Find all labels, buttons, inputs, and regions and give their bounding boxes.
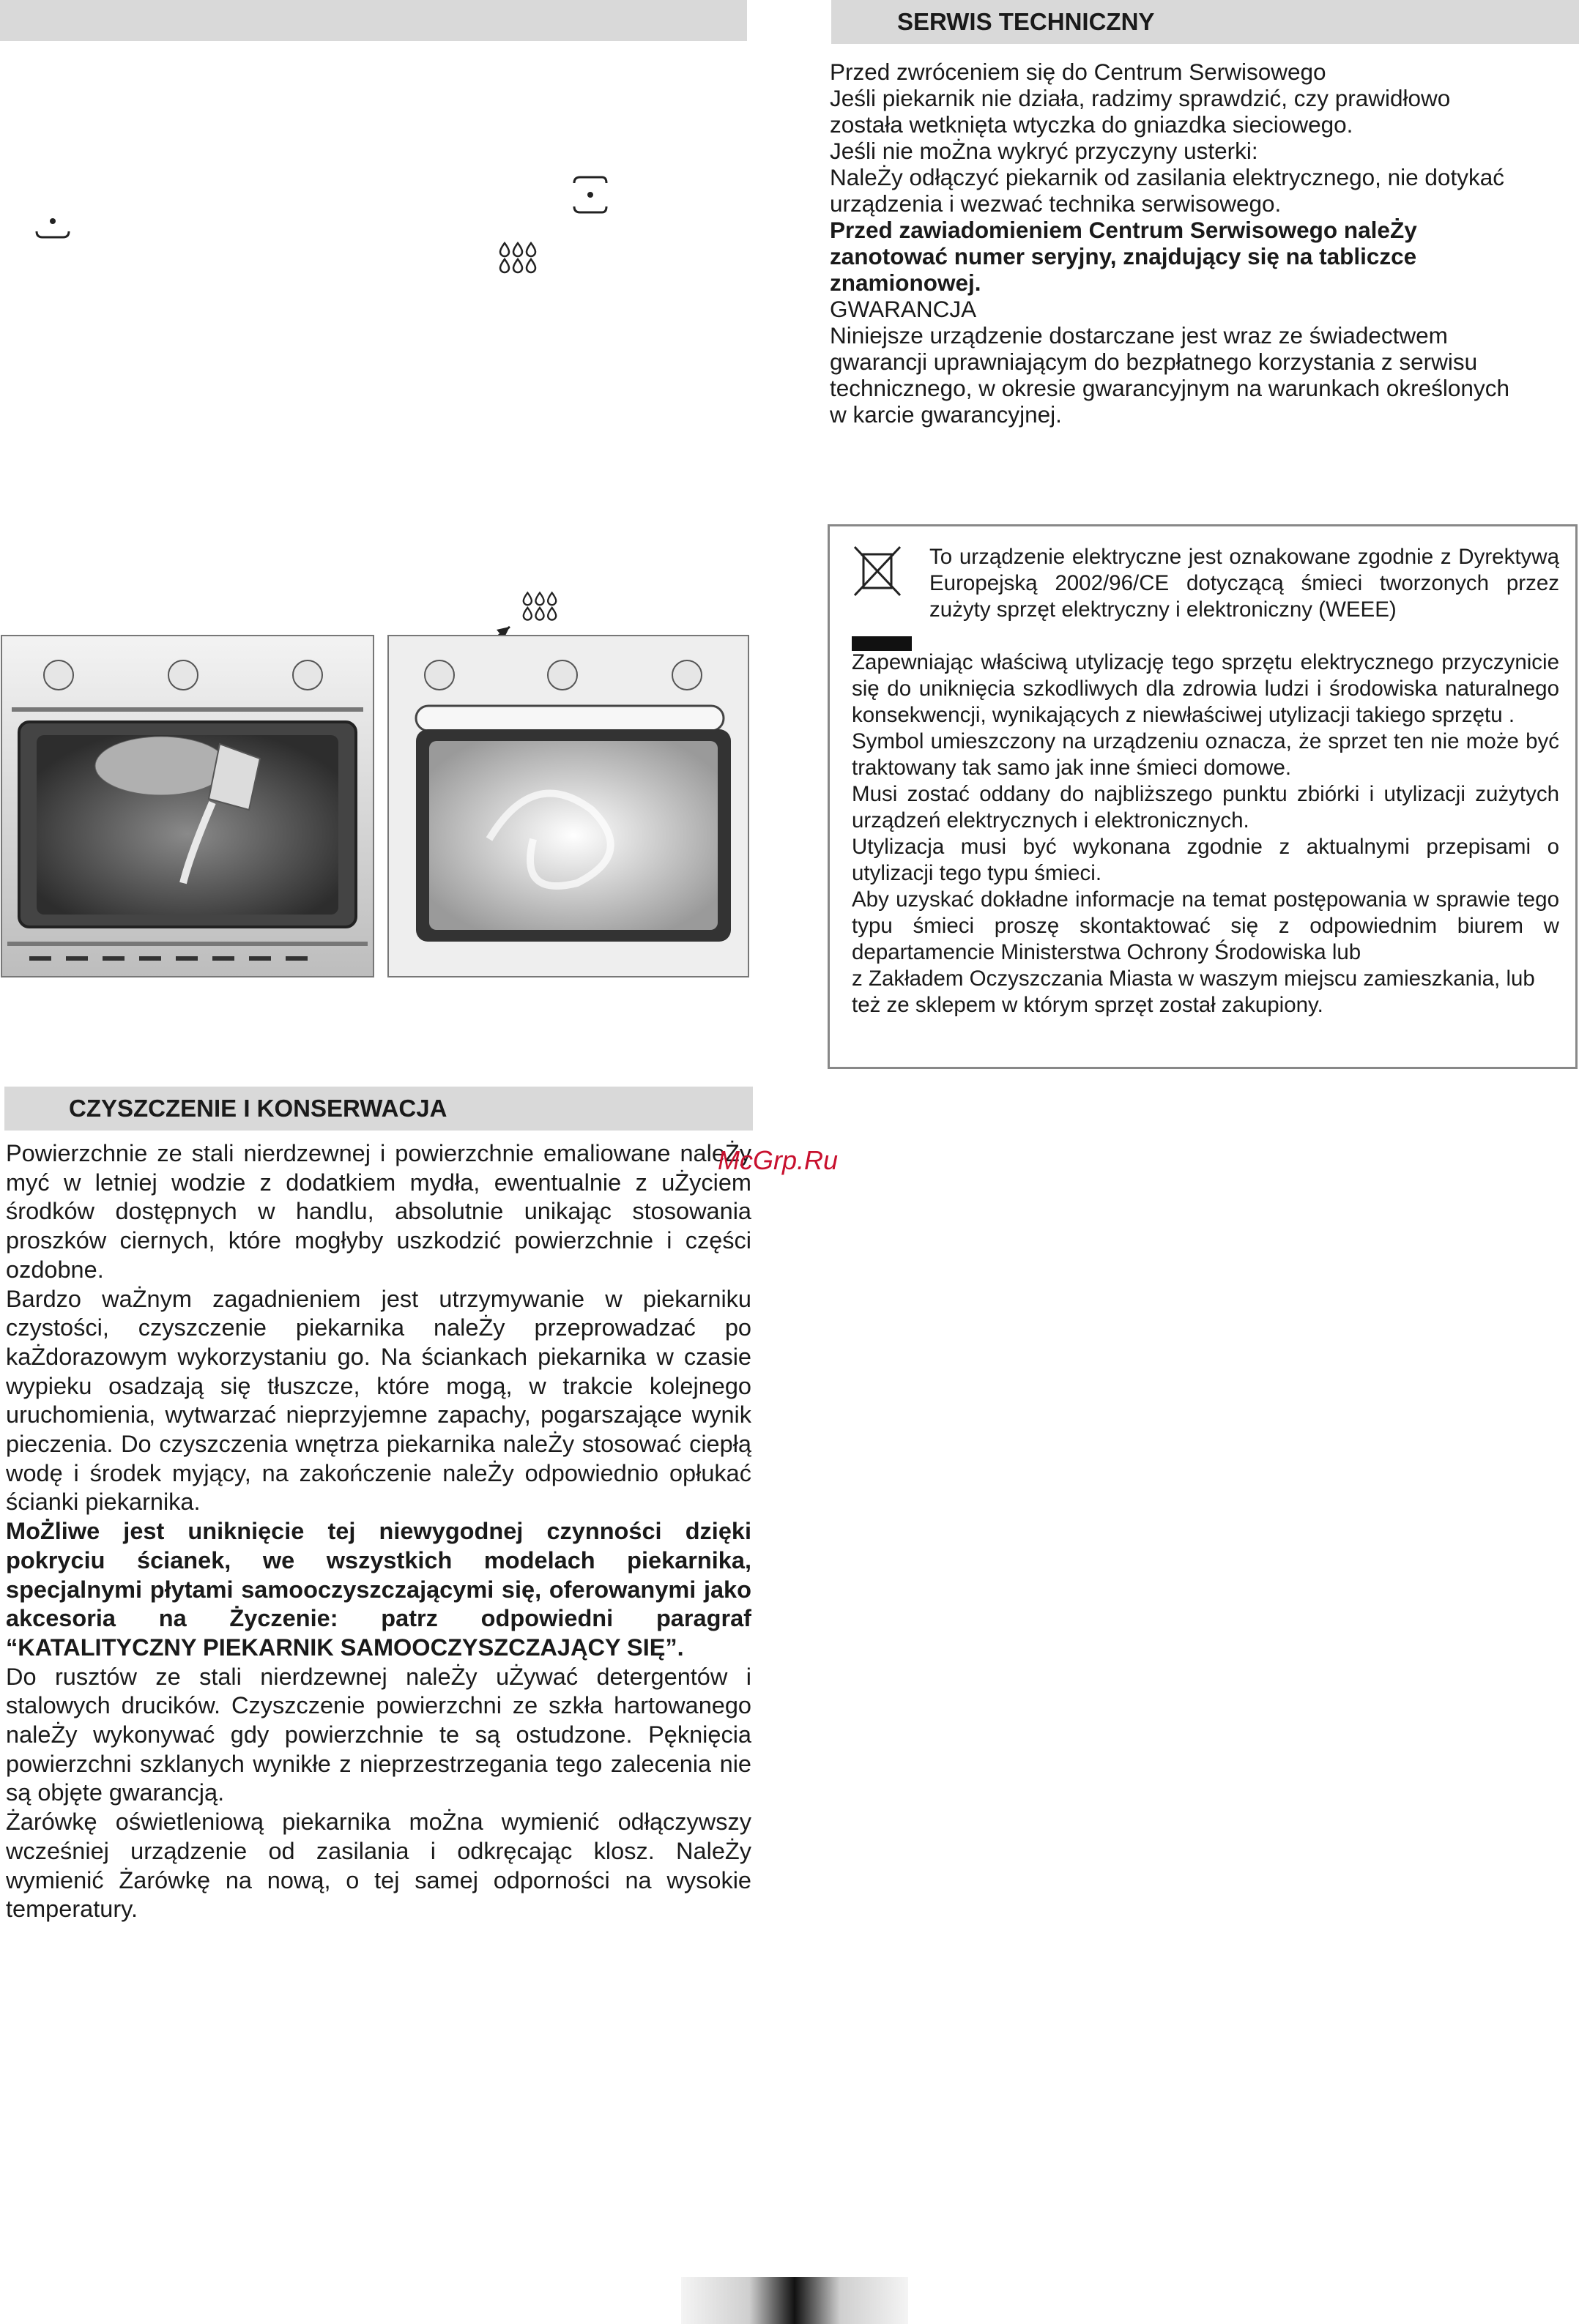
warranty-line: w karcie gwarancyjnej. <box>830 401 1062 428</box>
warranty-line: gwarancji uprawniającym do bezpłatnego korzystania z serwisu <box>830 349 1478 375</box>
page-tab <box>681 2277 908 2324</box>
service-line: NaleŻy odłączyć piekarnik od zasilania elektrycznego, nie dotykać <box>830 164 1504 190</box>
service-bold-line: znamionowej. <box>830 269 981 296</box>
cleaning-paragraph: Do rusztów ze stali nierdzewnej naleŻy uŻywać detergentów i stalowych drucików. Czyszczenie powierzchni ze szkła hartowanego naleŻy wykonywać gdy powierzchnie te są ostudzone. Pęknięcia powierzchni szklanych wynikłe z nieprzestrzegania tego zalecenia nie są objęte gwarancją. <box>6 1663 751 1806</box>
oven-steam-illustration <box>387 619 750 978</box>
service-line: Jeśli nie moŻna wykryć przyczyny usterki: <box>830 138 1258 164</box>
upper-lower-heat-symbol-icon <box>571 174 608 217</box>
service-line: została wetknięta wtyczka do gniazdka sieciowego. <box>830 111 1353 138</box>
weee-paragraph: Aby uzyskać dokładne informacje na temat postępowania w sprawie tego typu śmieci proszę skontaktować się z odpowiednim biurem w departamencie Ministerstwa Ochrony Środowiska lub <box>852 887 1559 964</box>
weee-paragraph: Zapewniając właściwą utylizację tego sprzętu elektrycznego przyczynicie się do uniknięcia szkodliwych dla zdrowia ludzi i środowiska naturalnego konsekwencji, wynikających z niewłaściwej utylizacji takiego sprzętu . <box>852 650 1559 727</box>
cleaning-section <box>6 1139 751 1924</box>
watermark: McGrp.Ru <box>718 1145 839 1175</box>
service-title: SERWIS TECHNICZNY <box>897 8 1155 35</box>
oven-cleaning-illustration <box>0 634 375 978</box>
service-bold-line: zanotować numer seryjny, znajdujący się na tabliczce <box>830 243 1417 269</box>
cleaning-paragraph: Powierzchnie ze stali nierdzewnej i powierzchnie emaliowane naleŻy myć w letniej wodzie z dodatkiem mydła, ewentualnie z uŻyciem środków dostępnych w handlu, absolutnie unikając stosowania proszków ciernych, które mogłyby uszkodzić powierzchnie i części ozdobne. <box>6 1140 751 1283</box>
service-line: Przed zwróceniem się do Centrum Serwisowego <box>830 59 1326 85</box>
weee-paragraph: Musi zostać oddany do najbliższego punktu zbiórki i utylizacji zużytych urządzeń elektrycznych i elektronicznych. <box>852 782 1559 833</box>
warranty-line: technicznego, w okresie gwarancyjnym na warunkach określonych <box>830 375 1509 401</box>
weee-paragraph: Symbol umieszczony na urządzeniu oznacza, że sprzet ten nie może być traktowany tak samo jak inne śmieci domowe. <box>852 729 1559 780</box>
weee-paragraph: z Zakładem Oczyszczania Miasta w waszym miejscu zamieszkania, lub też ze sklepem w którym sprzęt został zakupiony. <box>852 967 1535 1017</box>
crossed-bin-icon <box>852 544 903 607</box>
cleaning-paragraph: Żarówkę oświetleniową piekarnika moŻna wymienić odłączywszy wcześniej urządzenie od zasilania i odkręcając klosz. NaleŻy wymienić Żarówkę na nową, o tej samej odporności na wysokie temperatury. <box>6 1809 751 1923</box>
service-line: urządzenia i wezwać technika serwisowego. <box>830 190 1282 217</box>
service-bold-line: Przed zawiadomieniem Centrum Serwisowego naleŻy <box>830 217 1417 243</box>
water-drops-icon <box>498 242 538 275</box>
lower-heat-symbol-icon <box>34 214 72 243</box>
service-header <box>831 0 1579 44</box>
weee-paragraphs <box>852 649 1559 1018</box>
warranty-line: Niniejsze urządzenie dostarczane jest wraz ze świadectwem <box>830 322 1448 349</box>
weee-black-bar <box>852 636 912 651</box>
warranty-title: GWARANCJA <box>830 296 977 322</box>
left-header-bar <box>0 0 747 41</box>
weee-notice-box <box>828 524 1578 1069</box>
cleaning-header <box>4 1087 753 1131</box>
service-line: Jeśli piekarnik nie działa, radzimy sprawdzić, czy prawidłowo <box>830 85 1451 111</box>
weee-intro: To urządzenie elektryczne jest oznakowane zgodnie z Dyrektywą Europejską 2002/96/CE dotyczącą śmieci tworzonych przez zużyty sprzęt elektryczny i elektroniczny (WEEE) <box>929 545 1559 622</box>
cleaning-bold-paragraph: MoŻliwe jest uniknięcie tej niewygodnej czynności dzięki pokryciu ścianek, we wszystkich modelach piekarnika, specjalnymi płytami samooczyszczającymi się, oferowanymi jako akcesoria na Życzenie: patrz odpowiedni paragraf “KATALITYCZNY PIEKARNIK SAMOOCZYSZCZAJĄCY SIĘ”. <box>6 1518 751 1661</box>
service-section <box>830 59 1577 428</box>
cleaning-title: CZYSZCZENIE I KONSERWACJA <box>69 1095 447 1122</box>
cleaning-paragraph: Bardzo waŻnym zagadnieniem jest utrzymywanie w piekarniku czystości, czyszczenie piekarnika naleŻy przeprowadzać po kaŻdorazowym wykorzystaniu go. Na ściankach piekarnika w czasie wypieku osadzają się tłuszcze, które mogą, w trakcie kolejnego uruchomienia, wytwarzać nieprzyjemne zapachy, pogarszające wynik pieczenia. Do czyszczenia wnętrza piekarnika naleŻy stosować ciepłą wodę i środek myjący, na zakończenie naleŻy odpowiednio opłukać ścianki piekarnika. <box>6 1285 751 1516</box>
weee-paragraph: Utylizacja musi być wykonana zgodnie z aktualnymi przepisami o utylizacji tego typu śmieci. <box>852 835 1559 885</box>
